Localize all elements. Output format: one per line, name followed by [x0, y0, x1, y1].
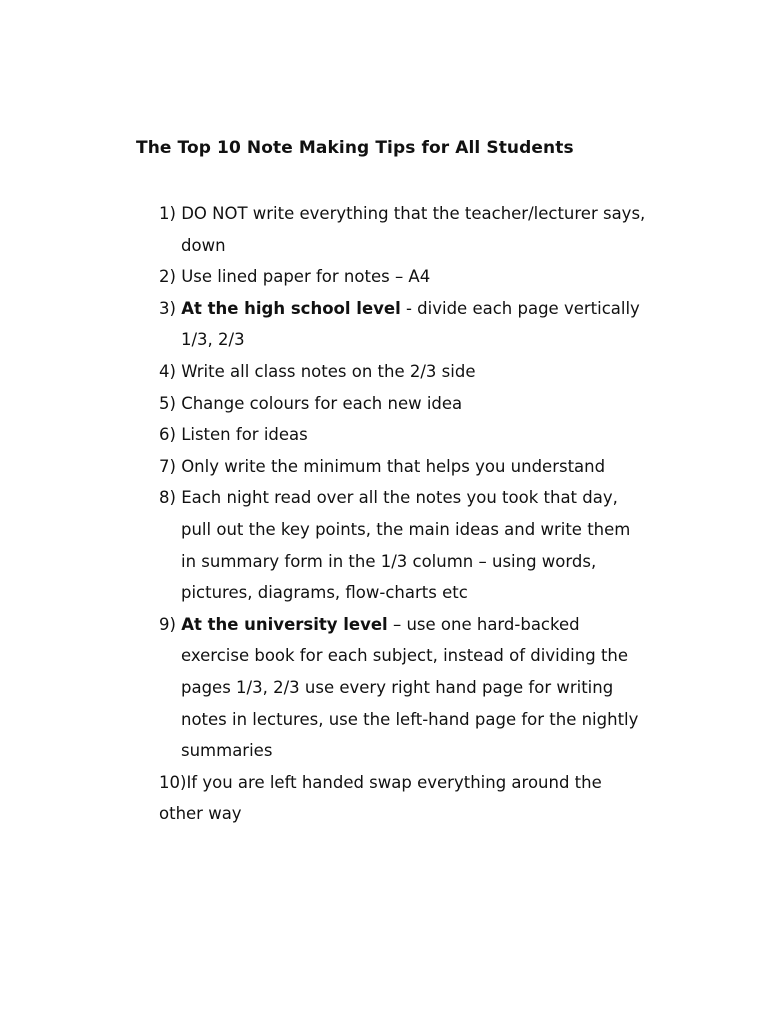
- tip-continuation: [181, 550, 596, 574]
- tip-number: 2): [159, 267, 176, 287]
- tip-continuation: [181, 644, 628, 668]
- tip-heading: At the high school level: [181, 298, 401, 318]
- tip-item: [159, 265, 430, 289]
- tip-number: 8): [159, 488, 176, 508]
- tip-continuation: [159, 802, 242, 826]
- tip-text: pictures, diagrams, flow-charts etc: [181, 583, 468, 603]
- tip-text: other way: [159, 804, 242, 824]
- tip-text: If you are left handed swap everything around the: [186, 772, 602, 792]
- tip-text: Only write the minimum that helps you understand: [181, 456, 606, 476]
- tip-continuation: [181, 328, 245, 352]
- tip-number: 3): [159, 298, 176, 318]
- tip-text: summaries: [181, 741, 273, 761]
- tip-text: Write all class notes on the 2/3 side: [181, 362, 476, 381]
- tip-number: 10): [159, 772, 187, 792]
- tip-text: Change colours for each new idea: [181, 393, 463, 413]
- tip-item: [159, 297, 640, 321]
- tip-text: – use one hard-backed: [387, 614, 580, 634]
- tip-number: 6): [159, 425, 176, 445]
- tip-text: Listen for ideas: [181, 425, 308, 445]
- tip-number: 1): [159, 204, 176, 223]
- tip-text: exercise book for each subject, instead of dividing the: [181, 646, 629, 666]
- tip-number: 7): [159, 456, 176, 476]
- tip-number: 4): [159, 362, 176, 381]
- tip-item: [159, 455, 605, 479]
- tip-item: [159, 613, 580, 637]
- tip-number: 5): [159, 393, 176, 413]
- tip-text: Each night read over all the notes you took that day,: [181, 488, 618, 508]
- tip-continuation: [181, 708, 638, 732]
- document-title: The Top 10 Note Making Tips for All Students: [136, 138, 574, 158]
- tip-item: [159, 202, 645, 226]
- tip-continuation: [181, 518, 630, 542]
- tip-text: down: [181, 235, 226, 255]
- tip-text: DO NOT write everything that the teacher/lecturer says,: [181, 204, 646, 223]
- tip-heading: At the university level: [181, 614, 388, 634]
- tip-number: 9): [159, 614, 176, 634]
- tip-text: in summary form in the 1/3 column – using words,: [181, 551, 597, 571]
- tip-continuation: [181, 581, 468, 605]
- tip-item: [159, 771, 602, 795]
- tip-text: pages 1/3, 2/3 use every right hand page for writing: [181, 678, 614, 697]
- tip-item: [159, 486, 618, 510]
- tip-text: notes in lectures, use the left-hand page for the nightly: [181, 709, 639, 729]
- tip-continuation: [181, 676, 613, 700]
- tip-continuation: [181, 739, 272, 763]
- tip-text: - divide each page vertically: [400, 298, 640, 318]
- tip-continuation: [181, 234, 226, 258]
- tip-text: 1/3, 2/3: [181, 330, 245, 350]
- tip-item: [159, 423, 308, 447]
- tip-item: [159, 392, 462, 416]
- tip-text: Use lined paper for notes – A4: [181, 267, 431, 287]
- tip-item: [159, 360, 475, 384]
- tip-text: pull out the key points, the main ideas and write them: [181, 520, 631, 539]
